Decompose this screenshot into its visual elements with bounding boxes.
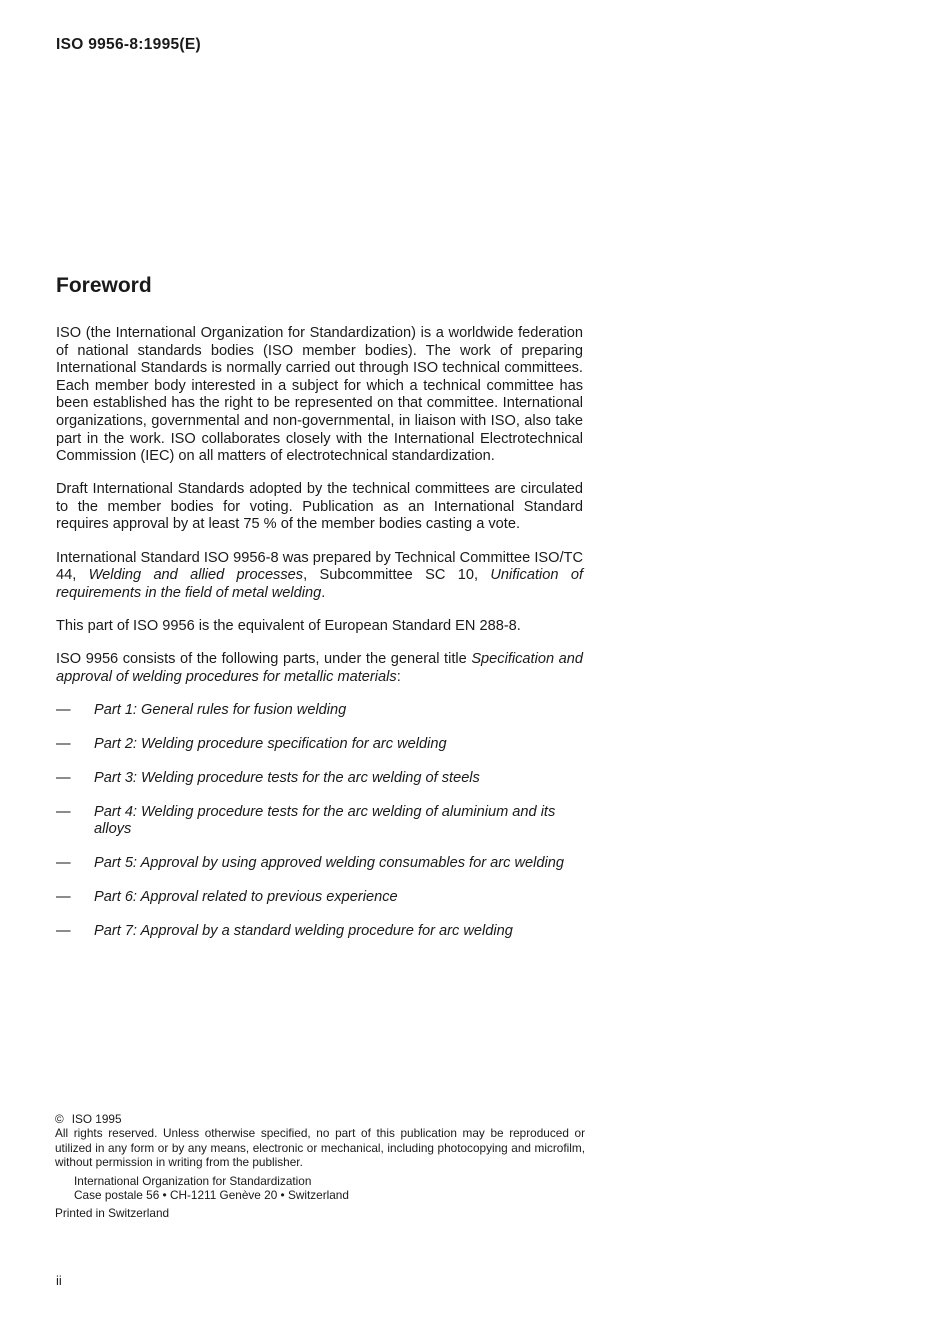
- postal-address: Case postale 56 • CH-1211 Genève 20 • Switzerland: [74, 1188, 349, 1203]
- foreword-heading: Foreword: [56, 274, 152, 297]
- dash-marker: —: [56, 889, 71, 906]
- parts-list: [56, 702, 583, 941]
- dash-marker: —: [56, 769, 71, 786]
- list-item: [56, 855, 583, 873]
- paragraph-parts-intro: [56, 651, 583, 686]
- part-title: Part 5: Approval by using approved welding consumables for arc welding: [94, 855, 564, 872]
- part-title: Part 6: Approval related to previous experience: [94, 889, 398, 906]
- paragraph-draft-standards: Draft International Standards adopted by the technical committees are circulated to the member bodies for voting. Publication as an International Standard requires approval by at least 75 % of the member bodies casting a vote.: [56, 481, 583, 533]
- paragraph-preparation: [56, 550, 583, 603]
- dash-marker: —: [56, 701, 71, 718]
- list-item: [56, 702, 583, 720]
- dash-marker: —: [56, 923, 71, 940]
- list-item: [56, 736, 583, 754]
- paragraph-equivalent: This part of ISO 9956 is the equivalent of European Standard EN 288-8.: [56, 617, 521, 634]
- rights-statement: All rights reserved. Unless otherwise specified, no part of this publication may be reproduced or utilized in any form or by any means, electronic or mechanical, including photocopying and microfilm, without permission in writing from the publisher.: [55, 1126, 585, 1170]
- prep-text-2: , Subcommittee SC 10,: [303, 567, 491, 584]
- part-title: Part 4: Welding procedure tests for the arc welding of aluminium and its alloys: [94, 803, 556, 838]
- part-title: Part 7: Approval by a standard welding procedure for arc welding: [94, 923, 513, 940]
- committee-title: Welding and allied processes: [88, 567, 304, 584]
- part-title: Part 3: Welding procedure tests for the arc welding of steels: [94, 769, 480, 786]
- list-item: [56, 923, 583, 941]
- page-number: ii: [56, 1273, 62, 1288]
- paragraph-iso-intro: ISO (the International Organization for Standardization) is a worldwide federation of national standards bodies (ISO member bodies). The work of preparing International Standards is normally carried out through ISO technical committees. Each member body interested in a subject for which a technical committee has been established has the right to be represented on that committee. International organizations, governmental and non-governmental, in liaison with ISO, also take part in the work. ISO collaborates closely with the International Electrotechnical Commission (IEC) on all matters of electrotechnical standardization.: [56, 325, 583, 465]
- printed-in: Printed in Switzerland: [55, 1206, 170, 1221]
- copyright-symbol: ©: [55, 1112, 64, 1126]
- list-item: [56, 770, 583, 788]
- publisher-name: International Organization for Standardization: [74, 1173, 312, 1188]
- parts-intro-text: ISO 9956 consists of the following parts, under the general title: [56, 650, 472, 667]
- subcommittee-title: Unification of requirements in the field of metal welding: [56, 567, 583, 601]
- document-code: ISO 9956-8:1995(E): [56, 36, 201, 53]
- copyright-notice: [55, 1112, 585, 1221]
- list-item: [56, 889, 583, 907]
- parts-intro-end: :: [396, 668, 401, 685]
- copyright-line: [55, 1112, 585, 1126]
- copyright-year: ISO 1995: [71, 1112, 122, 1126]
- part-title: Part 2: Welding procedure specification for arc welding: [94, 735, 447, 752]
- list-item: [56, 804, 583, 839]
- prep-text-1: International Standard ISO 9956-8 was prepared by Technical Committee ISO/TC 44,: [56, 549, 583, 584]
- part-title: Part 1: General rules for fusion welding: [94, 701, 347, 718]
- dash-marker: —: [56, 855, 71, 872]
- prep-text-3: .: [321, 584, 326, 601]
- dash-marker: —: [56, 803, 71, 820]
- dash-marker: —: [56, 735, 71, 752]
- foreword-body: [56, 325, 583, 957]
- publisher-address: [55, 1174, 585, 1203]
- general-title: Specification and approval of welding procedures for metallic materials: [56, 650, 583, 685]
